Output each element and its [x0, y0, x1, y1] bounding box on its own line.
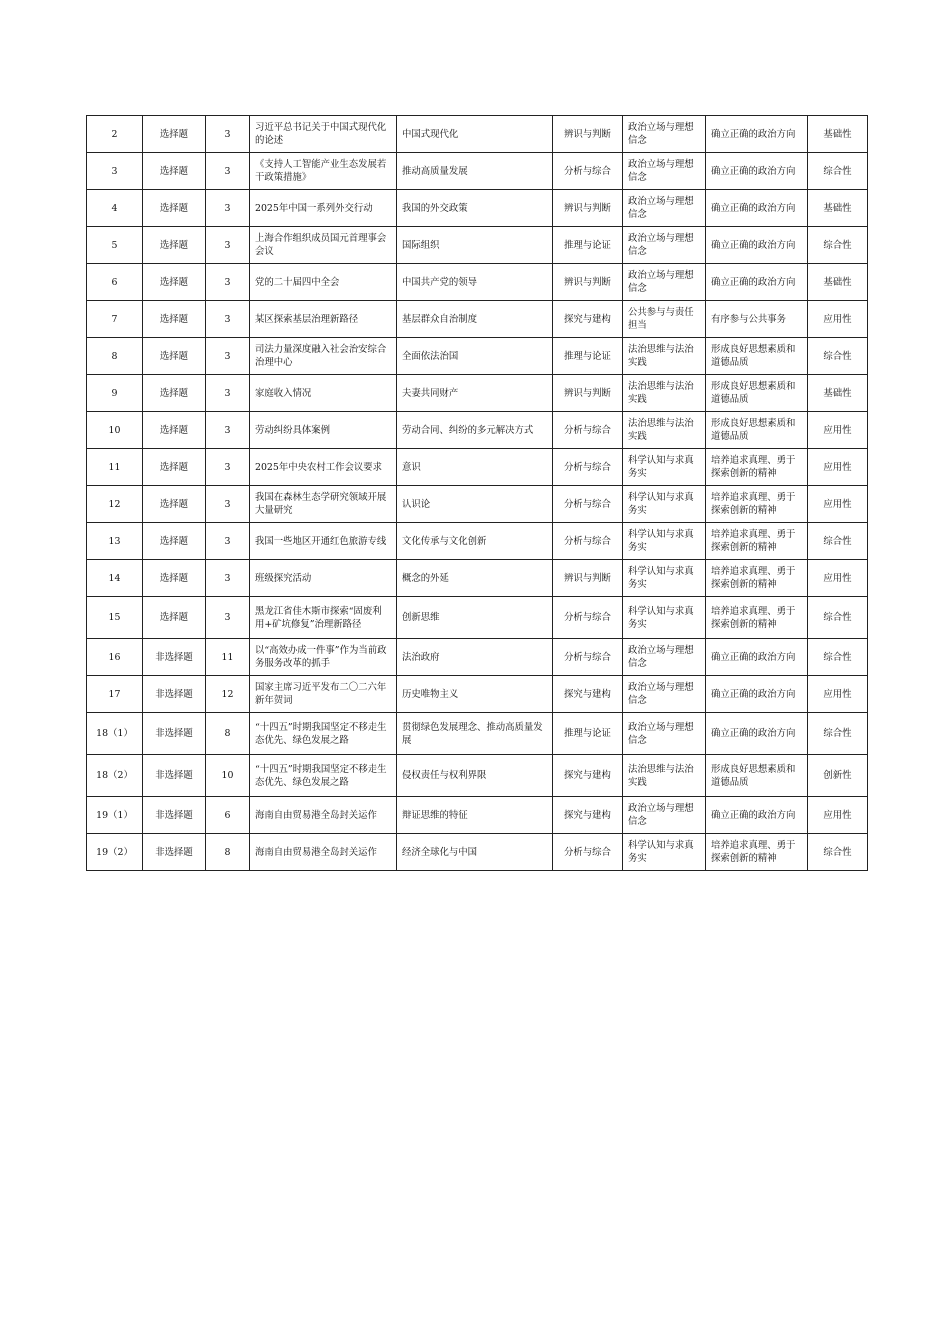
nature-cell: 基础性 — [808, 190, 868, 227]
goal-cell: 确立正确的政治方向 — [706, 190, 808, 227]
goal-cell: 确立正确的政治方向 — [706, 153, 808, 190]
literacy-cell: 科学认知与求真务实 — [623, 523, 706, 560]
literacy-cell: 政治立场与理想信念 — [623, 797, 706, 834]
question-number-cell: 10 — [87, 412, 143, 449]
literacy-cell: 科学认知与求真务实 — [623, 449, 706, 486]
table-row — [87, 153, 868, 190]
ability-cell: 分析与综合 — [553, 153, 623, 190]
table-row — [87, 523, 868, 560]
score-cell: 3 — [206, 301, 250, 338]
question-number-cell: 12 — [87, 486, 143, 523]
goal-cell: 确立正确的政治方向 — [706, 797, 808, 834]
table-row — [87, 338, 868, 375]
ability-cell: 分析与综合 — [553, 412, 623, 449]
knowledge-cell: 贯彻绿色发展理念、推动高质量发展 — [397, 713, 553, 755]
score-cell: 3 — [206, 116, 250, 153]
nature-cell: 基础性 — [808, 264, 868, 301]
table-row — [87, 190, 868, 227]
goal-cell: 形成良好思想素质和道德品质 — [706, 338, 808, 375]
exam-spec-table — [86, 115, 868, 871]
question-number-cell: 13 — [87, 523, 143, 560]
score-cell: 3 — [206, 264, 250, 301]
knowledge-cell: 劳动合同、纠纷的多元解决方式 — [397, 412, 553, 449]
literacy-cell: 科学认知与求真务实 — [623, 597, 706, 639]
score-cell: 6 — [206, 797, 250, 834]
literacy-cell: 法治思维与法治实践 — [623, 338, 706, 375]
material-cell: 班级探究活动 — [250, 560, 397, 597]
ability-cell: 分析与综合 — [553, 597, 623, 639]
ability-cell: 推理与论证 — [553, 713, 623, 755]
question-type-cell: 选择题 — [143, 560, 206, 597]
question-type-cell: 选择题 — [143, 375, 206, 412]
nature-cell: 应用性 — [808, 486, 868, 523]
nature-cell: 综合性 — [808, 338, 868, 375]
nature-cell: 应用性 — [808, 560, 868, 597]
table-row — [87, 713, 868, 755]
question-type-cell: 选择题 — [143, 597, 206, 639]
question-number-cell: 18（1） — [87, 713, 143, 755]
table-row — [87, 560, 868, 597]
material-cell: “十四五”时期我国坚定不移走生态优先、绿色发展之路 — [250, 713, 397, 755]
question-type-cell: 选择题 — [143, 227, 206, 264]
question-type-cell: 选择题 — [143, 116, 206, 153]
ability-cell: 探究与建构 — [553, 676, 623, 713]
nature-cell: 综合性 — [808, 834, 868, 871]
question-type-cell: 选择题 — [143, 412, 206, 449]
material-cell: 海南自由贸易港全岛封关运作 — [250, 834, 397, 871]
question-type-cell: 选择题 — [143, 338, 206, 375]
question-type-cell: 选择题 — [143, 301, 206, 338]
goal-cell: 确立正确的政治方向 — [706, 264, 808, 301]
table-row — [87, 449, 868, 486]
score-cell: 3 — [206, 338, 250, 375]
score-cell: 3 — [206, 153, 250, 190]
question-number-cell: 14 — [87, 560, 143, 597]
ability-cell: 辨识与判断 — [553, 190, 623, 227]
material-cell: 2025年中央农村工作会议要求 — [250, 449, 397, 486]
table-row — [87, 676, 868, 713]
table-row — [87, 227, 868, 264]
literacy-cell: 法治思维与法治实践 — [623, 375, 706, 412]
literacy-cell: 政治立场与理想信念 — [623, 713, 706, 755]
material-cell: 黑龙江省佳木斯市探索“固废利用+矿坑修复”治理新路径 — [250, 597, 397, 639]
knowledge-cell: 意识 — [397, 449, 553, 486]
score-cell: 8 — [206, 834, 250, 871]
question-type-cell: 选择题 — [143, 190, 206, 227]
question-number-cell: 5 — [87, 227, 143, 264]
knowledge-cell: 全面依法治国 — [397, 338, 553, 375]
table-row — [87, 116, 868, 153]
ability-cell: 分析与综合 — [553, 523, 623, 560]
nature-cell: 综合性 — [808, 713, 868, 755]
knowledge-cell: 文化传承与文化创新 — [397, 523, 553, 560]
knowledge-cell: 侵权责任与权利界限 — [397, 755, 553, 797]
question-number-cell: 19（1） — [87, 797, 143, 834]
knowledge-cell: 创新思维 — [397, 597, 553, 639]
score-cell: 3 — [206, 412, 250, 449]
literacy-cell: 政治立场与理想信念 — [623, 190, 706, 227]
material-cell: 党的二十届四中全会 — [250, 264, 397, 301]
nature-cell: 应用性 — [808, 449, 868, 486]
table-row — [87, 834, 868, 871]
question-number-cell: 16 — [87, 639, 143, 676]
question-number-cell: 4 — [87, 190, 143, 227]
score-cell: 3 — [206, 560, 250, 597]
goal-cell: 形成良好思想素质和道德品质 — [706, 412, 808, 449]
ability-cell: 辨识与判断 — [553, 264, 623, 301]
literacy-cell: 政治立场与理想信念 — [623, 676, 706, 713]
ability-cell: 探究与建构 — [553, 797, 623, 834]
material-cell: 上海合作组织成员国元首理事会会议 — [250, 227, 397, 264]
question-number-cell: 11 — [87, 449, 143, 486]
knowledge-cell: 概念的外延 — [397, 560, 553, 597]
knowledge-cell: 推动高质量发展 — [397, 153, 553, 190]
knowledge-cell: 中国式现代化 — [397, 116, 553, 153]
literacy-cell: 政治立场与理想信念 — [623, 153, 706, 190]
knowledge-cell: 认识论 — [397, 486, 553, 523]
goal-cell: 有序参与公共事务 — [706, 301, 808, 338]
material-cell: 我国一些地区开通红色旅游专线 — [250, 523, 397, 560]
ability-cell: 分析与综合 — [553, 486, 623, 523]
goal-cell: 培养追求真理、勇于探索创新的精神 — [706, 523, 808, 560]
question-type-cell: 非选择题 — [143, 755, 206, 797]
nature-cell: 基础性 — [808, 375, 868, 412]
table-row — [87, 797, 868, 834]
goal-cell: 形成良好思想素质和道德品质 — [706, 375, 808, 412]
ability-cell: 辨识与判断 — [553, 375, 623, 412]
nature-cell: 综合性 — [808, 227, 868, 264]
goal-cell: 确立正确的政治方向 — [706, 227, 808, 264]
table-row — [87, 486, 868, 523]
ability-cell: 推理与论证 — [553, 227, 623, 264]
knowledge-cell: 法治政府 — [397, 639, 553, 676]
question-number-cell: 7 — [87, 301, 143, 338]
ability-cell: 辨识与判断 — [553, 116, 623, 153]
table-body — [87, 116, 868, 871]
score-cell: 3 — [206, 375, 250, 412]
table-row — [87, 301, 868, 338]
table-row — [87, 597, 868, 639]
goal-cell: 培养追求真理、勇于探索创新的精神 — [706, 834, 808, 871]
goal-cell: 培养追求真理、勇于探索创新的精神 — [706, 597, 808, 639]
ability-cell: 分析与综合 — [553, 449, 623, 486]
question-type-cell: 选择题 — [143, 153, 206, 190]
nature-cell: 综合性 — [808, 597, 868, 639]
nature-cell: 综合性 — [808, 639, 868, 676]
score-cell: 3 — [206, 523, 250, 560]
table-row — [87, 375, 868, 412]
question-number-cell: 19（2） — [87, 834, 143, 871]
literacy-cell: 政治立场与理想信念 — [623, 264, 706, 301]
knowledge-cell: 经济全球化与中国 — [397, 834, 553, 871]
nature-cell: 应用性 — [808, 301, 868, 338]
literacy-cell: 科学认知与求真务实 — [623, 560, 706, 597]
goal-cell: 确立正确的政治方向 — [706, 639, 808, 676]
ability-cell: 辨识与判断 — [553, 560, 623, 597]
knowledge-cell: 我国的外交政策 — [397, 190, 553, 227]
question-number-cell: 8 — [87, 338, 143, 375]
nature-cell: 应用性 — [808, 797, 868, 834]
material-cell: 劳动纠纷具体案例 — [250, 412, 397, 449]
knowledge-cell: 历史唯物主义 — [397, 676, 553, 713]
ability-cell: 探究与建构 — [553, 301, 623, 338]
question-number-cell: 3 — [87, 153, 143, 190]
score-cell: 10 — [206, 755, 250, 797]
score-cell: 3 — [206, 227, 250, 264]
question-type-cell: 非选择题 — [143, 797, 206, 834]
table-row — [87, 755, 868, 797]
goal-cell: 培养追求真理、勇于探索创新的精神 — [706, 560, 808, 597]
question-type-cell: 非选择题 — [143, 713, 206, 755]
material-cell: 2025年中国一系列外交行动 — [250, 190, 397, 227]
nature-cell: 应用性 — [808, 676, 868, 713]
goal-cell: 确立正确的政治方向 — [706, 116, 808, 153]
nature-cell: 基础性 — [808, 116, 868, 153]
material-cell: 《支持人工智能产业生态发展若干政策措施》 — [250, 153, 397, 190]
score-cell: 12 — [206, 676, 250, 713]
knowledge-cell: 基层群众自治制度 — [397, 301, 553, 338]
question-number-cell: 17 — [87, 676, 143, 713]
question-type-cell: 选择题 — [143, 264, 206, 301]
material-cell: “十四五”时期我国坚定不移走生态优先、绿色发展之路 — [250, 755, 397, 797]
question-number-cell: 15 — [87, 597, 143, 639]
score-cell: 3 — [206, 449, 250, 486]
literacy-cell: 科学认知与求真务实 — [623, 486, 706, 523]
material-cell: 司法力量深度融入社会治安综合治理中心 — [250, 338, 397, 375]
knowledge-cell: 辩证思维的特征 — [397, 797, 553, 834]
score-cell: 3 — [206, 486, 250, 523]
goal-cell: 确立正确的政治方向 — [706, 676, 808, 713]
score-cell: 8 — [206, 713, 250, 755]
literacy-cell: 公共参与与责任担当 — [623, 301, 706, 338]
nature-cell: 应用性 — [808, 412, 868, 449]
goal-cell: 培养追求真理、勇于探索创新的精神 — [706, 449, 808, 486]
question-number-cell: 6 — [87, 264, 143, 301]
nature-cell: 综合性 — [808, 153, 868, 190]
question-type-cell: 选择题 — [143, 449, 206, 486]
literacy-cell: 法治思维与法治实践 — [623, 755, 706, 797]
question-type-cell: 非选择题 — [143, 639, 206, 676]
score-cell: 11 — [206, 639, 250, 676]
score-cell: 3 — [206, 190, 250, 227]
question-type-cell: 选择题 — [143, 523, 206, 560]
knowledge-cell: 国际组织 — [397, 227, 553, 264]
goal-cell: 形成良好思想素质和道德品质 — [706, 755, 808, 797]
literacy-cell: 政治立场与理想信念 — [623, 116, 706, 153]
question-number-cell: 9 — [87, 375, 143, 412]
literacy-cell: 科学认知与求真务实 — [623, 834, 706, 871]
question-type-cell: 非选择题 — [143, 676, 206, 713]
nature-cell: 综合性 — [808, 523, 868, 560]
ability-cell: 推理与论证 — [553, 338, 623, 375]
question-number-cell: 2 — [87, 116, 143, 153]
ability-cell: 分析与综合 — [553, 834, 623, 871]
table-row — [87, 264, 868, 301]
question-type-cell: 非选择题 — [143, 834, 206, 871]
knowledge-cell: 中国共产党的领导 — [397, 264, 553, 301]
score-cell: 3 — [206, 597, 250, 639]
question-number-cell: 18（2） — [87, 755, 143, 797]
material-cell: 家庭收入情况 — [250, 375, 397, 412]
table-row — [87, 412, 868, 449]
material-cell: 海南自由贸易港全岛封关运作 — [250, 797, 397, 834]
material-cell: 某区探索基层治理新路径 — [250, 301, 397, 338]
material-cell: 国家主席习近平发布二〇二六年新年贺词 — [250, 676, 397, 713]
material-cell: 我国在森林生态学研究领域开展大量研究 — [250, 486, 397, 523]
literacy-cell: 法治思维与法治实践 — [623, 412, 706, 449]
ability-cell: 探究与建构 — [553, 755, 623, 797]
table-row — [87, 639, 868, 676]
question-type-cell: 选择题 — [143, 486, 206, 523]
material-cell: 以“高效办成一件事”作为当前政务服务改革的抓手 — [250, 639, 397, 676]
goal-cell: 培养追求真理、勇于探索创新的精神 — [706, 486, 808, 523]
goal-cell: 确立正确的政治方向 — [706, 713, 808, 755]
literacy-cell: 政治立场与理想信念 — [623, 639, 706, 676]
ability-cell: 分析与综合 — [553, 639, 623, 676]
nature-cell: 创新性 — [808, 755, 868, 797]
literacy-cell: 政治立场与理想信念 — [623, 227, 706, 264]
material-cell: 习近平总书记关于中国式现代化的论述 — [250, 116, 397, 153]
knowledge-cell: 夫妻共同财产 — [397, 375, 553, 412]
